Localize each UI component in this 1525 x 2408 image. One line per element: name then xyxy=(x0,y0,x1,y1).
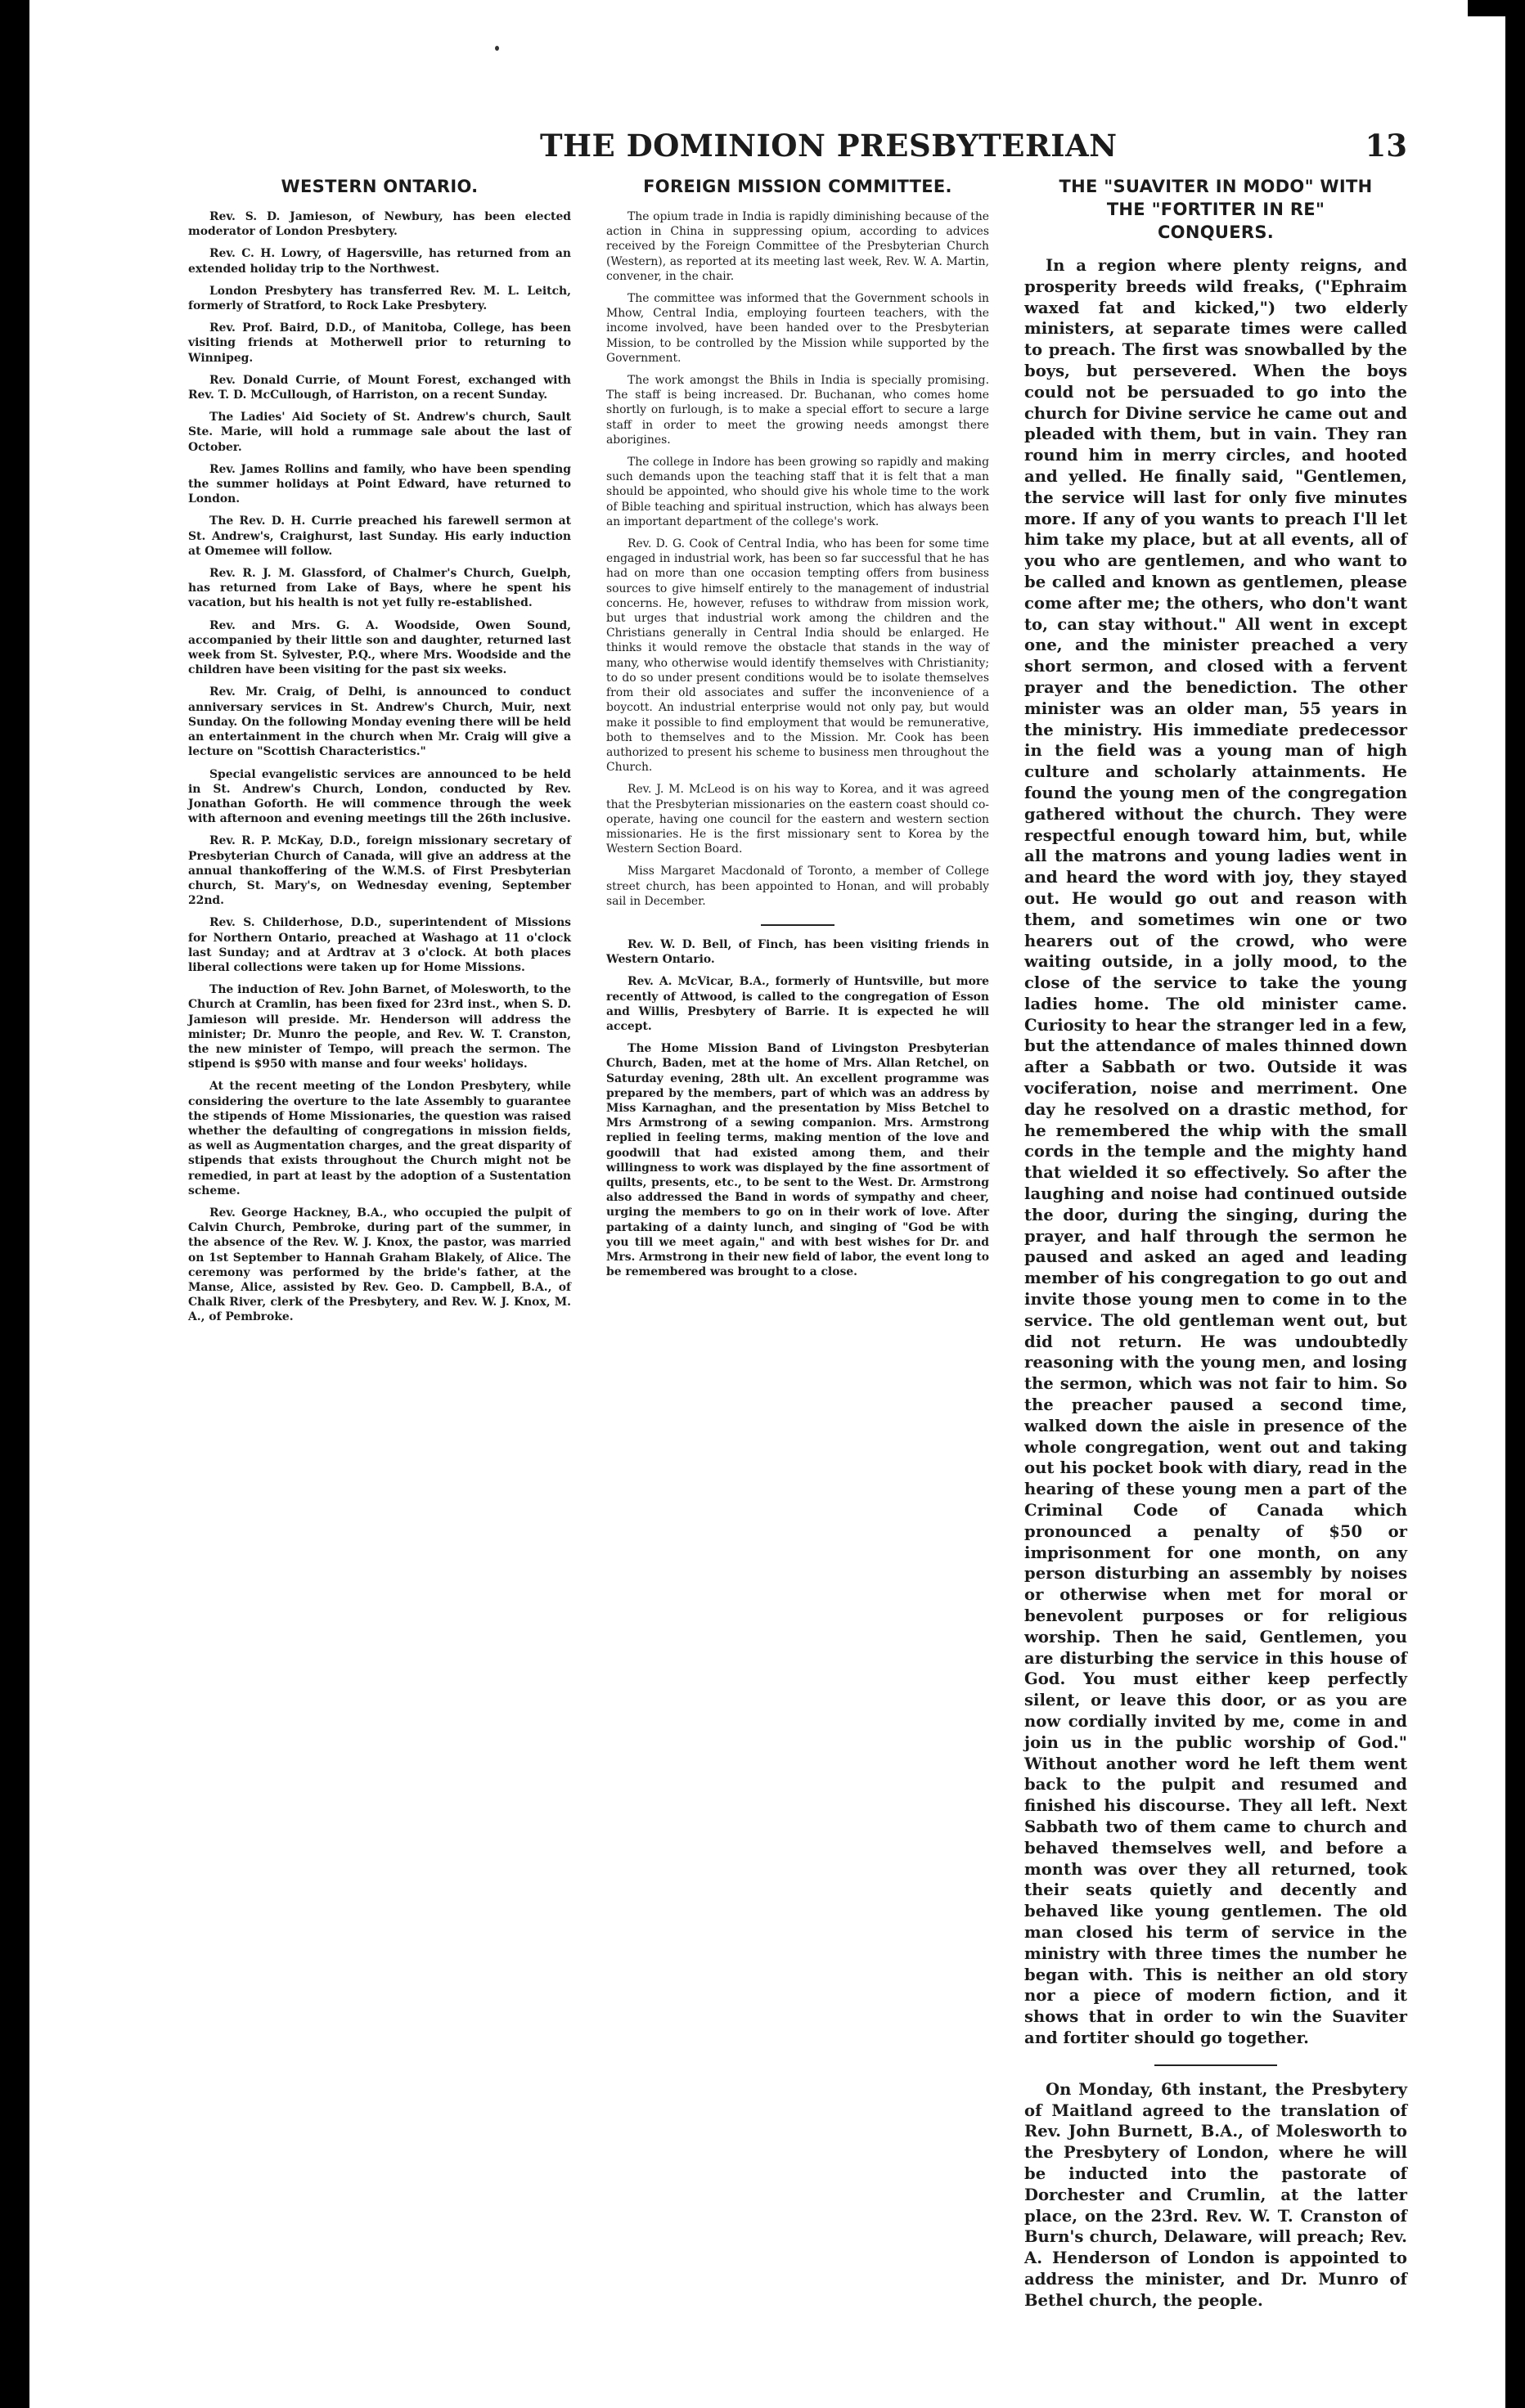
article-paragraph: Rev. J. M. McLeod is on his way to Korea, and it was agreed that the Presbyterian missionaries on the eastern coast should co-operate, having one council for the eastern and western section missionaries. He is the first missionary sent to Korea by the Western Section Board. xyxy=(606,783,989,856)
scan-border-left xyxy=(0,0,29,2408)
article-paragraph: Rev. C. H. Lowry, of Hagersville, has returned from an extended holiday trip to the Northwest. xyxy=(188,247,571,276)
article-paragraph: Rev. S. D. Jamieson, of Newbury, has been elected moderator of London Presbytery. xyxy=(188,210,571,239)
article-paragraph: The induction of Rev. John Barnet, of Molesworth, to the Church at Cramlin, has been fixed for 23rd inst., when S. D. Jamieson will preside. Mr. Henderson will address the minister; Dr. Munro the people, and Rev. W. T. Cranston, the new minister of Tempo, will preach the sermon. The stipend is $950 with manse and four weeks' holidays. xyxy=(188,983,571,1071)
article-paragraph: Rev. George Hackney, B.A., who occupied the pulpit of Calvin Church, Pembroke, during part of the summer, in the absence of the Rev. W. J. Knox, the pastor, was married on 1st September to Hannah Graham Blakely, of Alice. The ceremony was performed by the bride's father, at the Manse, Alice, assisted by Rev. Geo. D. Campbell, B.A., of Chalk River, clerk of the Presbytery, and Rev. W. J. Knox, M. A., of Pembroke. xyxy=(188,1206,571,1324)
column-foreign-mission xyxy=(606,175,989,2319)
article-paragraph: London Presbytery has transferred Rev. M. L. Leitch, formerly of Stratford, to Rock Lake Presbytery. xyxy=(188,284,571,313)
article-paragraph: Rev. D. G. Cook of Central India, who has been for some time engaged in industrial work, has been so far successful that he has had on more than one occasion tempting offers from business sources to give himself entirely to the management of industrial concerns. He, however, refuses to withdraw from mission work, but urges that industrial work among the children and the Christians generally in Central India should be enlarged. He thinks it would remove the obstacle that stands in the way of many, who otherwise would identify themselves with Christianity; to do so under present conditions would be to isolate themselves from their old associates and suffer the inconvenience of a boycott. An industrial enterprise would not only pay, but would make it possible to find employment that would be remunerative, both to themselves and to the Mission. Mr. Cook has been authorized to present his scheme to business men throughout the Church. xyxy=(606,537,989,775)
article-paragraph: Miss Margaret Macdonald of Toronto, a member of College street church, has been appointed to Honan, and will probably sail in December. xyxy=(606,865,989,908)
section-heading: WESTERN ONTARIO. xyxy=(281,177,479,196)
article-paragraph: Rev. Donald Currie, of Mount Forest, exchanged with Rev. T. D. McCullough, of Harriston, on a recent Sunday. xyxy=(188,373,571,402)
article-paragraph: The Rev. D. H. Currie preached his farewell sermon at St. Andrew's, Craighurst, last Sunday. His early induction at Omemee will follow. xyxy=(188,514,571,558)
article-paragraph: The work amongst the Bhils in India is specially promising. The staff is being increased. Dr. Buchanan, who comes home shortly on furlough, is to make a special effort to secure a large staff in order to meet the growing needs amongst there aborigines. xyxy=(606,374,989,447)
column-divider xyxy=(1154,2064,1277,2066)
local-items xyxy=(606,937,989,1287)
article-paragraph: Rev. James Rollins and family, who have been spending the summer holidays at Point Edward, have returned to London. xyxy=(188,462,571,506)
article-paragraph: Rev. and Mrs. G. A. Woodside, Owen Sound, accompanied by their little son and daughter, returned last week from St. Sylvester, P.Q., where Mrs. Woodside and the children have been visiting for the past six weeks. xyxy=(188,618,571,677)
maitland-item xyxy=(1024,2079,1407,2319)
article-paragraph: Rev. Prof. Baird, D.D., of Manitoba, College, has been visiting friends at Motherwell prior to returning to Winnipeg. xyxy=(188,321,571,365)
article-columns xyxy=(188,175,1407,2319)
article-paragraph: In a region where plenty reigns, and prosperity breeds wild freaks, ("Ephraim waxed fat and kicked,") two elderly ministers, at separate times were called to preach. The first was snowballed by the boys, but persevered. When the boys could not be persuaded to go into the church for Divine service he came out and pleaded with them, but in vain. They ran round him in merry circles, and hooted and yelled. He finally said, "Gentlemen, the service will last for only five minutes more. If any of you wants to preach I'll let him take my place, but at all events, all of you who are gentlemen, and who want to be called and known as gentlemen, please come after me; the others, who don't want to, can stay without." All went in except one, and the minister preached a very short sermon, and closed with a fervent prayer and the benediction. The other minister was an older man, 55 years in the ministry. His immediate predecessor in the field was a young man of high culture and scholarly attainments. He found the young men of the congregation gathered without the church. They were respectful enough toward him, but, while all the matrons and young ladies went in and heard the word with joy, they stayed out. He would go out and reason with them, and sometimes win one or two hearers out of the crowd, who were waiting outside, in a jolly mood, to the close of the service to take the young ladies home. The old minister came. Curiosity to hear the stranger led in a few, but the attendance of males thinned down after a Sabbath or two. Outside it was vociferation, noise and merriment. One day he resolved on a drastic method, for he remembered the whip with the small cords in the temple and the mighty hand that wielded it so effectively. So after the laughing and noise had continued outside the door, during the singing, during the prayer, and half through the sermon he paused and asked an aged and leading member of his congregation to go out and invite those young men to come in to the service. The old gentleman went out, but did not return. He was undoubtedly reasoning with the young men, and losing the sermon, which was not fair to him. So the preacher paused a second time, walked down the aisle in presence of the whole congregation, went out and taking out his pocket book with diary, read in the hearing of these young men a part of the Criminal Code of Canada which pronounced a penalty of $50 or imprisonment for one month, on any person disturbing an assembly by noises or otherwise when met for moral or benevolent purposes or for religious worship. Then he said, Gentlemen, you are disturbing the service in this house of God. You must either keep perfectly silent, or leave this door, or as you are now cordially invited by me, come in and join us in the public worship of God." Without another word he left them went back to the pulpit and resumed and finished his discourse. They all left. Next Sabbath two of them came to church and behaved themselves well, and before a month was over they all returned, took their seats quietly and decently and behaved like young gentlemen. The old man closed his term of service in the ministry with three times the number he began with. This is neither an old story nor a piece of modern fiction, and it shows that in order to win the Suaviter and fortiter should go together. xyxy=(1024,256,1407,2047)
article-paragraph: Rev. A. McVicar, B.A., formerly of Huntsville, but more recently of Attwood, is called to the congregation of Esson and Willis, Presbytery of Barrie. It is expected he will accept. xyxy=(606,975,989,1033)
article-paragraph: Rev. W. D. Bell, of Finch, has been visiting friends in Western Ontario. xyxy=(606,937,989,967)
heading-line: THE "FORTITER IN RE" xyxy=(1106,200,1325,219)
article-paragraph: At the recent meeting of the London Presbytery, while considering the overture to the late Assembly to guarantee the stipends of Home Missionaries, the question was raised whether the defaulting of congregations in mission fields, as well as Augmentation charges, and the great disparity of stipends that exists throughout the Church might not be remedied, in part at least by the adoption of a Sustentation scheme. xyxy=(188,1080,571,1197)
page-header xyxy=(188,123,1407,172)
article-paragraph: Rev. R. P. McKay, D.D., foreign missionary secretary of Presbyterian Church of Canada, will give an address at the annual thankoffering of the W.M.S. of First Presbyterian church, St. Mary's, on Wednesday evening, September 22nd. xyxy=(188,834,571,908)
column-western-ontario xyxy=(188,175,571,2319)
heading-line: THE "SUAVITER IN MODO" WITH xyxy=(1059,177,1373,196)
newspaper-page xyxy=(188,123,1407,2331)
column-suaviter xyxy=(1024,175,1407,2319)
article-paragraph: Rev. Mr. Craig, of Delhi, is announced to conduct anniversary services in St. Andrew's Church, Muir, next Sunday. On the following Monday evening there will be held an entertainment in the church when Mr. Craig will give a lecture on "Scottish Characteristics." xyxy=(188,685,571,759)
publication-title: THE DOMINION PRESBYTERIAN xyxy=(540,128,1118,164)
article-paragraph: On Monday, 6th instant, the Presbytery of Maitland agreed to the translation of Rev. John Burnett, B.A., of Molesworth to the Presbytery of London, where he will be inducted into the pastorate of Dorchester and Crumlin, at the latter place, on the 23rd. Rev. W. T. Cranston of Burn's church, Delaware, will preach; Rev. A. Henderson of London is appointed to address the minister, and Dr. Munro of Bethel church, the people. xyxy=(1024,2079,1407,2310)
section-heading: FOREIGN MISSION COMMITTEE. xyxy=(643,177,952,196)
suaviter-story xyxy=(1024,255,1407,2056)
article-paragraph: The opium trade in India is rapidly diminishing because of the action in China in suppressing opium, according to advices received by the Foreign Committee of the Presbyterian Church (Western), as reported at its meeting last week, Rev. W. A. Martin, convener, in the chair. xyxy=(606,210,989,283)
column-divider xyxy=(761,924,834,926)
foreign-mission-items xyxy=(606,209,989,916)
scan-border-top-right xyxy=(1468,0,1525,16)
article-paragraph: Rev. S. Childerhose, D.D., superintendent of Missions for Northern Ontario, preached at Washago at 11 o'clock last Sunday; and at Ardtrav at 3 o'clock. At both places liberal collections were taken up for Home Missions. xyxy=(188,916,571,974)
article-paragraph: The college in Indore has been growing so rapidly and making such demands upon the teaching staff that it is felt that a man should be appointed, who should give his whole time to the work of Bible teaching and spiritual instruction, which has always been an important department of the college's work. xyxy=(606,456,989,528)
article-paragraph: The Ladies' Aid Society of St. Andrew's church, Sault Ste. Marie, will hold a rummage sale about the last of October. xyxy=(188,411,571,454)
page-number: 13 xyxy=(1365,128,1407,164)
article-paragraph: Special evangelistic services are announced to be held in St. Andrew's Church, London, conducted by Rev. Jonathan Goforth. He will commence through the week with afternoon and evening meetings till the 26th inclusive. xyxy=(188,767,571,826)
article-paragraph: Rev. R. J. M. Glassford, of Chalmer's Church, Guelph, has returned from Lake of Bays, where he spent his vacation, but his health is not yet fully re-established. xyxy=(188,567,571,610)
heading-line: CONQUERS. xyxy=(1157,222,1275,242)
scan-border-right xyxy=(1505,0,1525,2408)
scan-speck xyxy=(495,46,499,51)
section-heading xyxy=(1024,175,1407,244)
article-paragraph: The committee was informed that the Government schools in Mhow, Central India, employing fourteen teachers, with the income involved, have been handed over to the Presbyterian Mission, to be controlled by the Mission while supported by the Government. xyxy=(606,292,989,365)
article-paragraph: The Home Mission Band of Livingston Presbyterian Church, Baden, met at the home of Mrs. Allan Retchel, on Saturday evening, 28th ult. An excellent programme was prepared by the members, part of which was an address by Miss Karnaghan, and the presentation by Miss Betchel to Mrs Armstrong of a sewing companion. Mrs. Armstrong replied in feeling terms, making mention of the love and goodwill that had existed among them, and their willingness to work was displayed by the fine assortment of quilts, presents, etc., to be sent to the West. Dr. Armstrong also addressed the Band in words of sympathy and cheer, urging the members to go on in their work of love. After partaking of a dainty lunch, and singing of "God be with you till we meet again," and with best wishes for Dr. and Mrs. Armstrong in their new field of labor, the event long to be remembered was brought to a close. xyxy=(606,1042,989,1279)
